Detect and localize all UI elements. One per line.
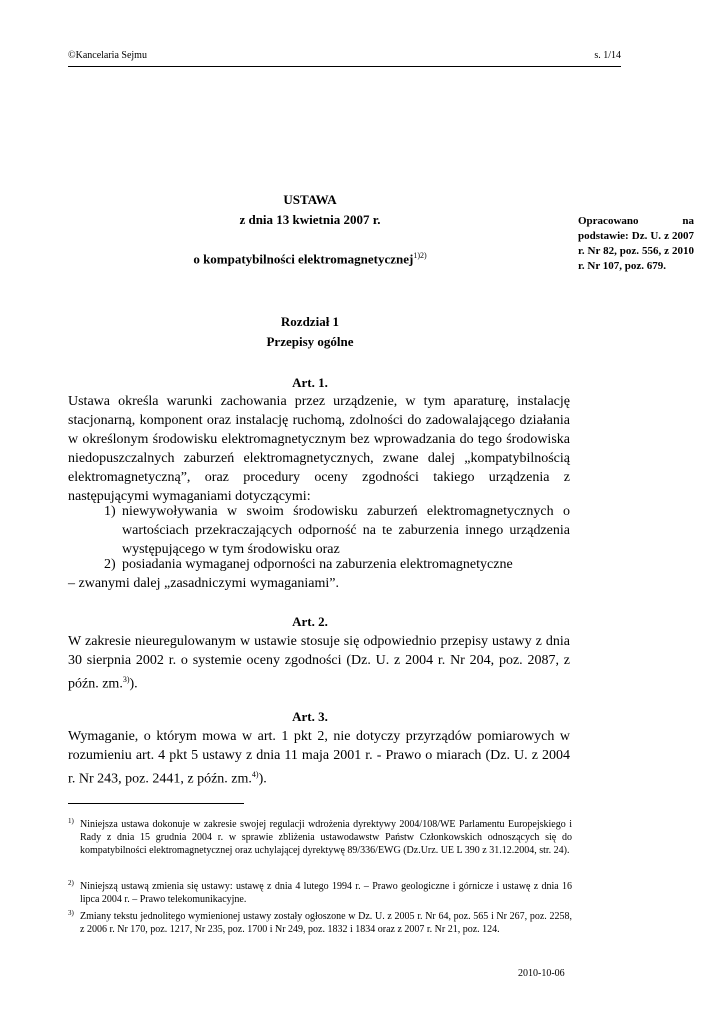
art1-heading: Art. 1. [292, 375, 328, 390]
footnote-mark: 2) [68, 879, 74, 887]
footnote-mark: 3) [68, 909, 74, 917]
act-title [160, 251, 460, 267]
art3-footnote-ref[interactable]: 4) [251, 770, 259, 779]
art1-item-2 [104, 555, 570, 574]
act-type: USTAWA [283, 192, 337, 207]
art2-heading: Art. 2. [292, 614, 328, 629]
art1-intro: Ustawa określa warunki zachowania przez urządzenie, w tym aparaturę, instalację stacjonarną, komponent oraz instalację ruchomą, zdolności do zadowalającego działania w określonym środowisku elektromagnetycznym bez wprowadzania do tego środowiska niedopuszczalnych zaburzeń elektromagnetycznych, zwane dalej „kompatybilnością elektromagnetyczną”, oraz procedury oceny zgodności takiego urządzenia z następującymi wymaganiami dotyczącymi: [68, 394, 570, 504]
footnote-text: Niniejsza ustawa dokonuje w zakresie swojej regulacji wdrożenia dyrektywy 2004/108/WE Parlamentu Europejskiego i Rady z dnia 15 grudnia 2004 r. w sprawie zbliżenia ustawodawstw Państw Członkowskich odnoszących się do kompatybilności elektromagnetycznej oraz uchylającej dyrektywę 89/336/EWG (Dz.Urz. UE L 390 z 31.12.2004, str. 24). [80, 819, 572, 856]
item-number: 2) [104, 557, 116, 572]
art1-item-1 [104, 502, 570, 559]
art3-tail: ). [258, 771, 267, 787]
chapter-number: Rozdział 1 [280, 314, 340, 329]
art3-text [68, 727, 570, 789]
document-date: 2010-10-06 [518, 968, 565, 979]
chapter-name: Przepisy ogólne [266, 334, 354, 349]
footnote-separator [68, 803, 244, 804]
art2-text [68, 632, 570, 694]
footnote-3 [68, 910, 572, 936]
act-date: z dnia 13 kwietnia 2007 r. [239, 212, 381, 227]
source-note: Opracowano na podstawie: Dz. U. z 2007 r. Nr 82, poz. 556, z 2010 r. Nr 107, poz. 679. [578, 215, 694, 272]
page-header [68, 50, 621, 67]
footnote-text: Zmiany tekstu jednolitego wymienionej ustawy zostały ogłoszone w Dz. U. z 2005 r. Nr 64, poz. 565 i Nr 267, poz. 2258, z 2006 r. Nr 170, poz. 1217, Nr 235, poz. 1700 i Nr 249, poz. 1832 i 1834 oraz z 2007 r. Nr 21, poz. 124. [80, 911, 572, 935]
item-text: niewywoływania w swoim środowisku zaburzeń elektromagnetycznych o wartościach przekraczających odporność na te zaburzenia innego urządzenia występującego w tym środowisku oraz [122, 504, 570, 557]
header-publisher: ©Kancelaria Sejmu [68, 50, 147, 61]
page-number: s. 1/14 [594, 50, 621, 61]
footnote-text: Niniejszą ustawą zmienia się ustawy: ustawę z dnia 4 lutego 1994 r. – Prawo geologiczne i górnicze i ustawę z dnia 16 lipca 2004 r. – Prawo telekomunikacyjne. [80, 881, 572, 905]
act-title-footnote-refs[interactable]: 1)2) [413, 251, 427, 260]
act-title-text: o kompatybilności elektromagnetycznej [193, 251, 414, 267]
item-number: 1) [104, 504, 116, 519]
art2-footnote-ref[interactable]: 3) [122, 675, 130, 684]
art2-tail: ). [129, 676, 138, 692]
art1-closing: – zwanymi dalej „zasadniczymi wymaganiami”. [68, 576, 339, 591]
footnote-2 [68, 880, 572, 906]
footnote-1 [68, 818, 572, 857]
item-text: posiadania wymaganej odporności na zaburzenia elektromagnetyczne [122, 557, 513, 572]
art2-body: W zakresie nieuregulowanym w ustawie stosuje się odpowiednio przepisy ustawy z dnia 30 sierpnia 2002 r. o systemie oceny zgodności (Dz. U. z 2004 r. Nr 204, poz. 2087, z późn. zm. [68, 634, 570, 692]
footnote-mark: 1) [68, 817, 74, 825]
art3-body: Wymaganie, o którym mowa w art. 1 pkt 2, nie dotyczy przyrządów pomiarowych w rozumieniu art. 4 pkt 5 ustawy z dnia 11 maja 2001 r. - Prawo o miarach (Dz. U. z 2004 r. Nr 243, poz. 2441, z późn. zm. [68, 729, 570, 787]
art3-heading: Art. 3. [292, 709, 328, 724]
